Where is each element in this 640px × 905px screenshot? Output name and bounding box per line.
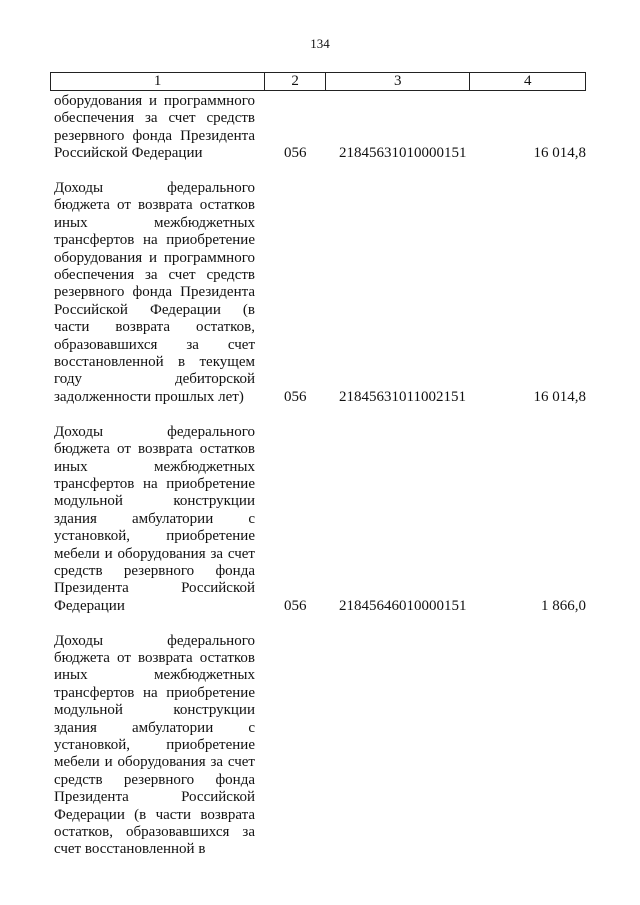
description-line: Доходы федерального (54, 423, 255, 440)
description-line: средств резервного фонда (54, 562, 255, 579)
description-line: обеспечения за счет средств (54, 110, 255, 127)
description-line: году дебиторской (54, 371, 255, 388)
description-line: задолженности прошлых лет) (54, 388, 244, 405)
description-line: трансфертов на приобретение (54, 684, 255, 701)
table-row (54, 93, 586, 163)
header-col-1: 1 (51, 73, 265, 90)
row-description (54, 180, 255, 406)
description-line: Президента Российской (54, 789, 255, 806)
amount: 1 866,0 (541, 597, 586, 614)
description-line: остатков, образовавшихся за (54, 824, 255, 841)
header-col-4: 4 (523, 73, 532, 89)
description-line: Российской Федерации (54, 145, 203, 162)
description-line: Президента Российской (54, 580, 255, 597)
description-line: иных межбюджетных (54, 667, 255, 684)
budget-classification-code: 21845646010000151 (339, 597, 467, 614)
amount: 16 014,8 (533, 145, 586, 162)
description-line: установкой, приобретение (54, 736, 255, 753)
row-values (54, 389, 586, 406)
row-values (54, 841, 586, 858)
budget-classification-code: 21845631010000151 (339, 145, 467, 162)
description-line: Федерации (в части возврата (54, 806, 255, 823)
row-values (54, 598, 586, 615)
admin-code: 056 (284, 145, 307, 162)
header-col-2: 2 (265, 73, 326, 90)
row-description (54, 633, 255, 859)
description-line: Федерации (54, 597, 125, 614)
amount: 16 014,8 (533, 388, 586, 405)
description-line: оборудования и программного (54, 93, 255, 109)
header-col-3: 3 (326, 73, 470, 90)
row-description (54, 424, 255, 615)
admin-code: 056 (284, 388, 307, 405)
description-line: здания амбулатории с (54, 719, 255, 736)
table-row (54, 180, 586, 406)
description-line: модульной конструкции (54, 702, 255, 719)
description-line: средств резервного фонда (54, 771, 255, 788)
description-line: части возврата остатков, (54, 319, 255, 336)
description-line: образовавшихся за счет (54, 336, 255, 353)
budget-classification-code: 21845631011002151 (339, 388, 466, 405)
description-line: оборудования и программного (54, 249, 255, 266)
description-line: Доходы федерального (54, 180, 255, 197)
description-line: иных межбюджетных (54, 214, 255, 231)
description-line: мебели и оборудования за счет (54, 754, 255, 771)
table-row (54, 424, 586, 615)
row-values (54, 145, 586, 162)
description-line: трансфертов на приобретение (54, 475, 255, 492)
description-line: мебели и оборудования за счет (54, 545, 255, 562)
description-line: резервного фонда Президента (54, 127, 255, 144)
description-line: модульной конструкции (54, 493, 255, 510)
description-line: здания амбулатории с (54, 510, 255, 527)
table-body (54, 93, 586, 876)
description-line: установкой, приобретение (54, 528, 255, 545)
description-line: бюджета от возврата остатков (54, 441, 255, 458)
description-line: иных межбюджетных (54, 458, 255, 475)
description-line: бюджета от возврата остатков (54, 197, 255, 214)
description-line: Российской Федерации (в (54, 301, 255, 318)
description-line: обеспечения за счет средств (54, 267, 255, 284)
page-number: 134 (310, 36, 330, 51)
table-header (50, 72, 586, 91)
description-line: трансфертов на приобретение (54, 232, 255, 249)
description-line: бюджета от возврата остатков (54, 649, 255, 666)
admin-code: 056 (284, 597, 307, 614)
description-line: счет восстановленной в (54, 841, 206, 858)
description-line: Доходы федерального (54, 632, 255, 649)
table-row (54, 633, 586, 859)
description-line: резервного фонда Президента (54, 284, 255, 301)
description-line: восстановленной в текущем (54, 354, 255, 371)
